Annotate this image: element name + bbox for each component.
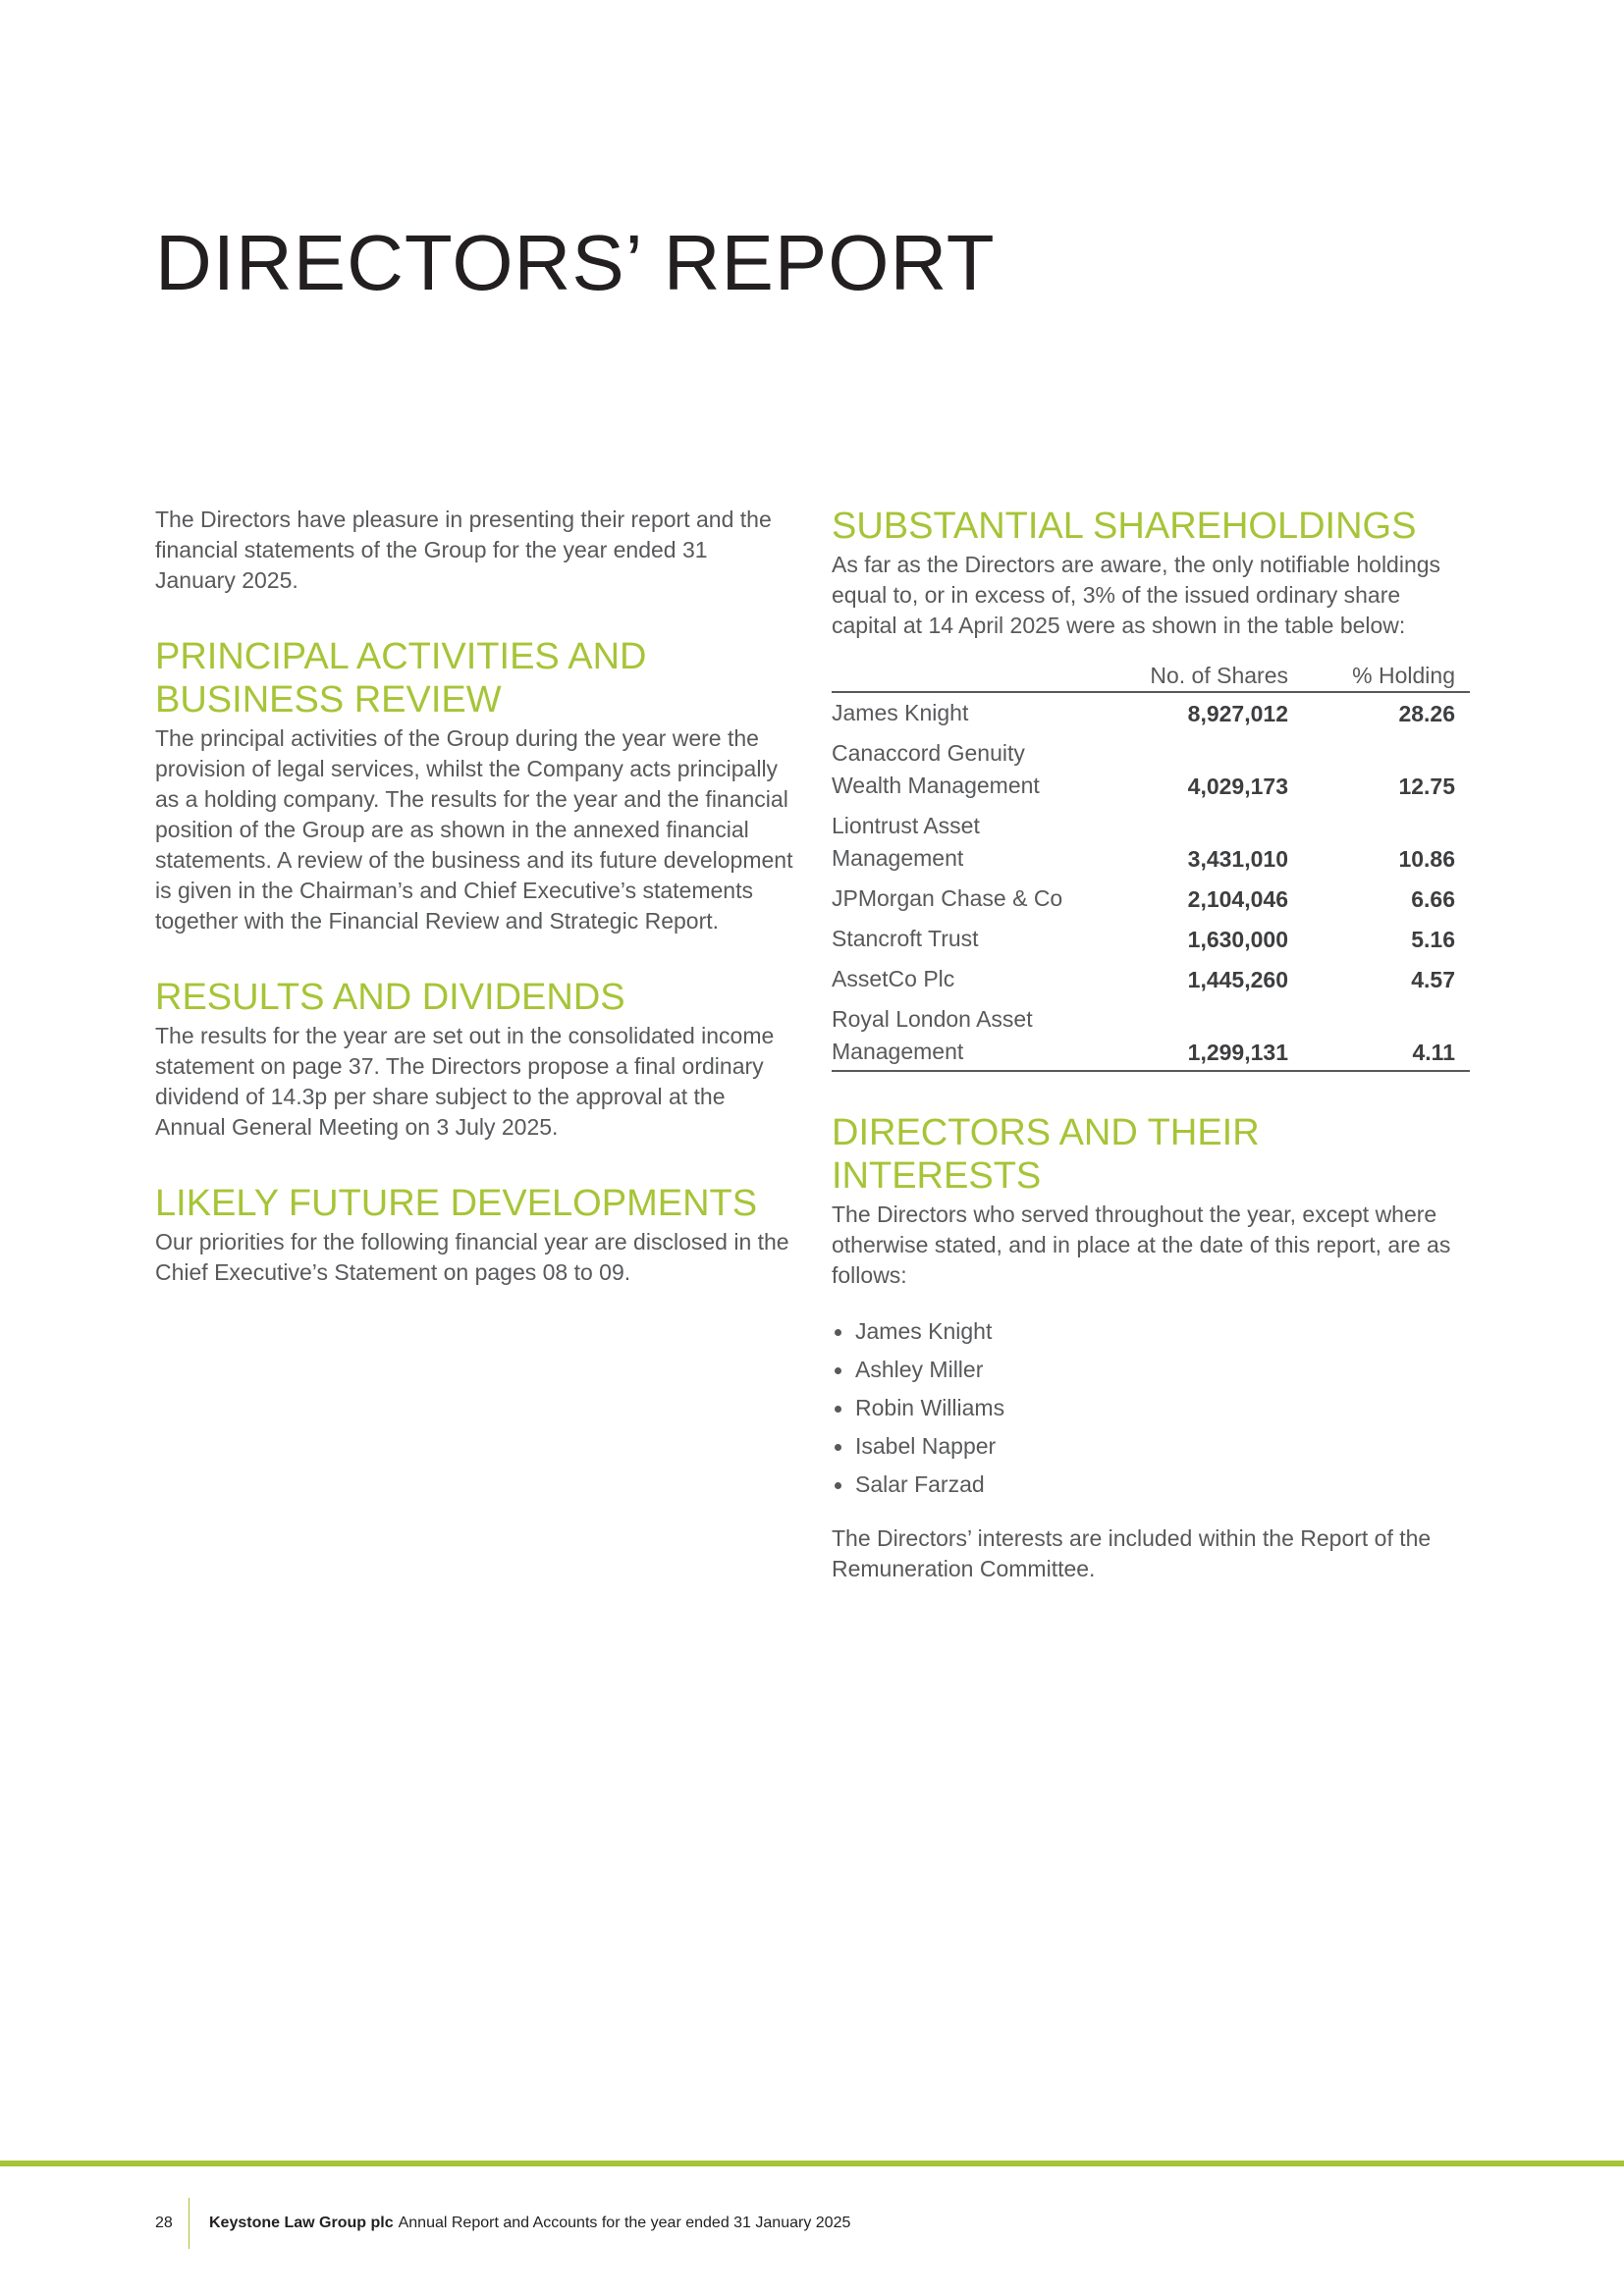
directors-interests-note: The Directors’ interests are included within the Report of the Remuneration Committee. <box>832 1525 1432 1581</box>
table-row <box>832 919 1470 959</box>
shareholdings-section <box>832 505 1470 1072</box>
header-holding: % Holding <box>1288 663 1470 692</box>
holder-holding: 12.75 <box>1398 774 1455 799</box>
list-item: James Knight <box>832 1312 1470 1351</box>
table-row <box>832 733 1470 806</box>
header-shares: No. of Shares <box>1092 663 1288 692</box>
principal-activities-body: The principal activities of the Group during the year were the provision of legal services, whilst the Company acts principally as a holding company. The results for the year and the financial position of the Group are as shown in the annexed financial statements. A review of the business and its future development is given in the Chairman’s and Chief Executive’s statements together with the Financial Review and Strategic Report. <box>155 725 793 934</box>
page-title: DIRECTORS’ REPORT <box>155 219 996 306</box>
principal-activities-section <box>155 635 793 936</box>
holder-shares: 4,029,173 <box>1187 774 1288 799</box>
holder-shares: 2,104,046 <box>1187 886 1288 912</box>
holder-shares: 8,927,012 <box>1187 701 1288 726</box>
right-column <box>832 505 1470 1624</box>
footer-description: Annual Report and Accounts for the year ended 31 January 2025 <box>398 2215 851 2231</box>
holder-name: AssetCo Plc <box>832 966 955 991</box>
shareholdings-heading: SUBSTANTIAL SHAREHOLDINGS <box>832 506 1417 547</box>
page-footer <box>155 2197 850 2250</box>
table-row <box>832 999 1470 1071</box>
holder-shares: 1,299,131 <box>1092 999 1288 1071</box>
directors-heading: DIRECTORS AND THEIR INTERESTS <box>832 1112 1260 1197</box>
holder-holding: 4.57 <box>1411 967 1455 992</box>
holder-holding: 10.86 <box>1398 846 1455 872</box>
list-item: Salar Farzad <box>832 1466 1470 1504</box>
holder-holding: 4.11 <box>1288 999 1470 1071</box>
header-holder <box>832 663 1092 692</box>
holder-holding: 5.16 <box>1411 927 1455 952</box>
holder-holding: 6.66 <box>1411 886 1455 912</box>
future-developments-heading: LIKELY FUTURE DEVELOPMENTS <box>155 1183 758 1224</box>
directors-section <box>832 1111 1470 1584</box>
footer-company: Keystone Law Group plc <box>209 2215 394 2231</box>
shareholdings-body: As far as the Directors are aware, the only notifiable holdings equal to, or in excess of, 3% of the issued ordinary share capital at 14 April 2025 were as shown in the table below: <box>832 552 1441 638</box>
holder-name: Stancroft Trust <box>832 926 979 951</box>
future-developments-body: Our priorities for the following financial year are disclosed in the Chief Executive’s Statement on pages 08 to 09. <box>155 1229 789 1285</box>
table-row <box>832 806 1470 879</box>
holder-shares: 3,431,010 <box>1187 846 1288 872</box>
results-dividends-heading: RESULTS AND DIVIDENDS <box>155 977 625 1018</box>
results-dividends-section <box>155 976 793 1143</box>
list-item: Ashley Miller <box>832 1351 1470 1389</box>
shareholdings-table <box>832 663 1470 1072</box>
page-number: 28 <box>155 2215 173 2231</box>
holder-name: Liontrust Asset Management <box>832 813 980 871</box>
holder-shares: 1,445,260 <box>1187 967 1288 992</box>
directors-body: The Directors who served throughout the year, except where otherwise stated, and in place at the date of this report, are as follows: <box>832 1201 1451 1288</box>
holder-holding: 28.26 <box>1398 701 1455 726</box>
list-item: Robin Williams <box>832 1389 1470 1427</box>
holder-shares: 1,630,000 <box>1187 927 1288 952</box>
left-column <box>155 505 793 1327</box>
table-header-row <box>832 663 1470 692</box>
results-dividends-body: The results for the year are set out in the consolidated income statement on page 37. The Directors propose a final ordinary dividend of 14.3p per share subject to the approval at the Annual General Meeting on 3 July 2025. <box>155 1023 775 1140</box>
intro-section <box>155 505 793 596</box>
table-row <box>832 692 1470 733</box>
holder-name: Royal London Asset Management <box>832 999 1092 1071</box>
intro-paragraph: The Directors have pleasure in presenting their report and the financial statements of the Group for the year ended 31 January 2025. <box>155 507 772 593</box>
principal-activities-heading: PRINCIPAL ACTIVITIES AND BUSINESS REVIEW <box>155 636 647 721</box>
future-developments-section <box>155 1182 793 1288</box>
list-item: Isabel Napper <box>832 1427 1470 1466</box>
table-row <box>832 959 1470 999</box>
holder-name: Canaccord Genuity Wealth Management <box>832 740 1040 798</box>
table-row <box>832 879 1470 919</box>
holder-name: James Knight <box>832 700 969 725</box>
directors-list <box>832 1312 1470 1504</box>
footer-rule <box>0 2161 1624 2166</box>
holder-name: JPMorgan Chase & Co <box>832 885 1063 911</box>
